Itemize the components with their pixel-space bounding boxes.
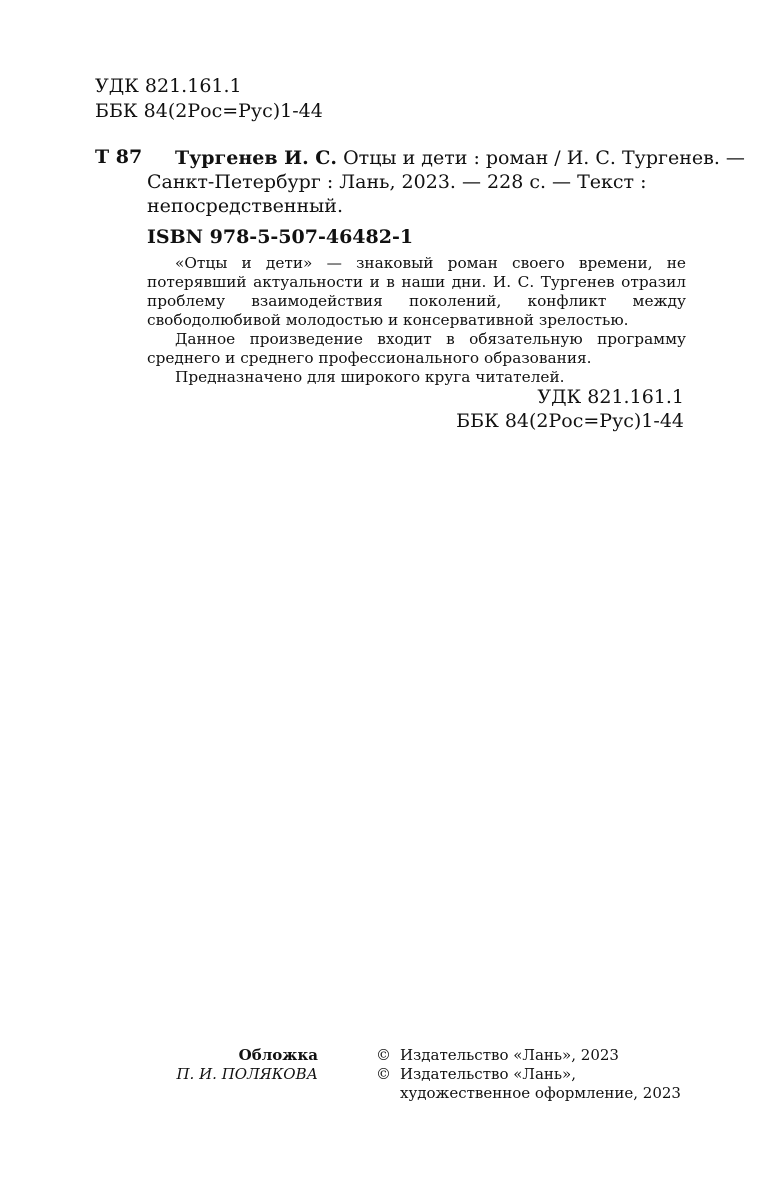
annotation	[147, 254, 686, 387]
annotation-paragraph-1: «Отцы и дети» — знаковый роман своего времени, не потерявший актуальности и в наши дни. И. С. Тургенев отразил проблему взаимодействия поколений, конфликт между свободолюбивой молодостью и консервативной зрелостью.	[147, 254, 686, 329]
copyright-2	[376, 1065, 576, 1084]
copyright-icon: ©	[376, 1065, 391, 1083]
copyright-icon: ©	[376, 1046, 391, 1064]
author-name: Тургенев И. С.	[175, 147, 338, 169]
copyright-1-text: Издательство «Лань», 2023	[400, 1046, 619, 1064]
cover-label: Обложка	[238, 1046, 318, 1064]
copyright-2-text-line-1: Издательство «Лань»,	[400, 1065, 577, 1083]
udk-header: УДК 821.161.1	[95, 75, 242, 97]
cover-artist: П. И. ПОЛЯКОВА	[176, 1065, 318, 1083]
udk-footer: УДК 821.161.1	[537, 386, 684, 408]
annotation-paragraph-2: Данное произведение входит в обязательную программу среднего и среднего профессионального образования.	[147, 330, 686, 367]
entry-line-3: непосредственный.	[147, 195, 344, 217]
entry-line-2: Санкт-Петербург : Лань, 2023. — 228 с. — Текст :	[147, 171, 647, 193]
copyright-2-text-line-2: художественное оформление, 2023	[400, 1084, 681, 1102]
entry-line-1	[175, 146, 745, 170]
isbn: ISBN 978-5-507-46482-1	[147, 226, 414, 248]
annotation-paragraph-3: Предназначено для широкого круга читателей.	[175, 368, 565, 386]
author-sign: Т 87	[95, 146, 143, 168]
title-statement: Отцы и дети : роман / И. С. Тургенев. —	[343, 147, 745, 169]
copyright-1	[376, 1046, 619, 1065]
bbk-footer: ББК 84(2Рос=Рус)1-44	[456, 410, 684, 432]
bbk-header: ББК 84(2Рос=Рус)1-44	[95, 100, 323, 122]
